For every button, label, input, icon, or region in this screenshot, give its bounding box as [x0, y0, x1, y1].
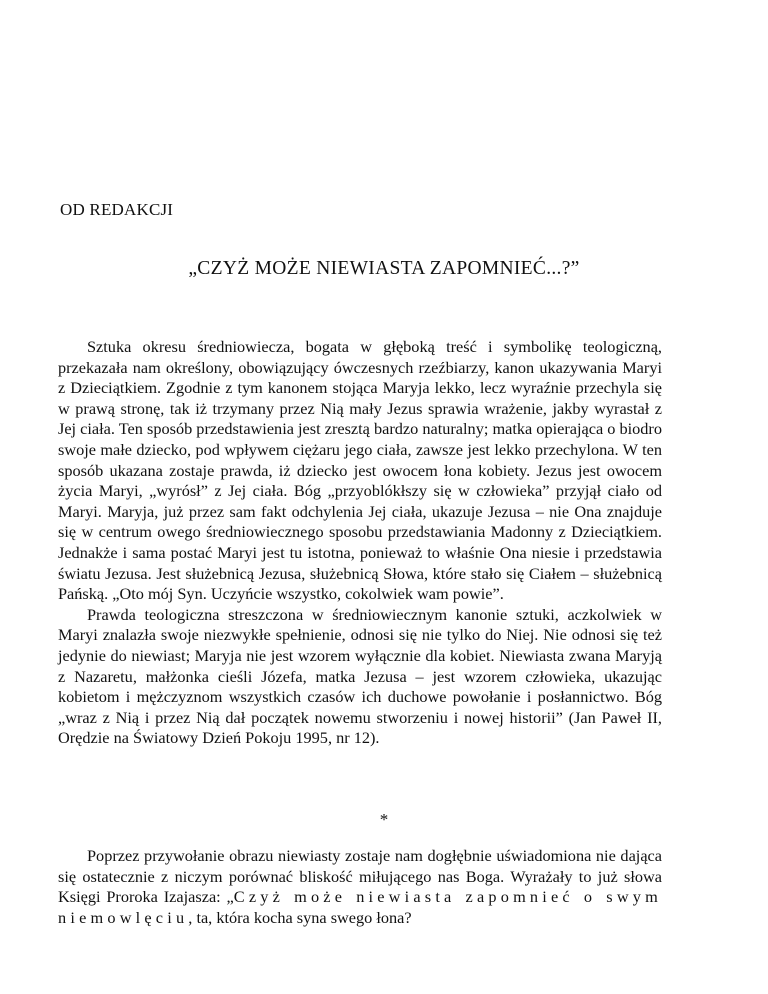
- article-title: „CZYŻ MOŻE NIEWIASTA ZAPOMNIEĆ...?”: [188, 258, 580, 279]
- paragraph: Sztuka okresu średniowiecza, bogata w głęboką treść i symbolikę teologiczną, przekazała nam określony, obowiązujący ówczesnych rzeźbiarzy, kanon ukazywania Maryi z Dzieciątkiem. Zgodnie z tym kanonem stojąca Maryja lekko, lecz wyraźnie przechyla się w prawą stronę, tak iż trzymany przez Nią mały Jezus sprawia wrażenie, jakby wyrastał z Jej ciała. Ten sposób przedstawienia jest zresztą bardzo naturalny; matka opierająca o biodro swoje małe dziecko, pod wpływem ciężaru jego ciała, zawsze jest lekko przechylona. W ten sposób ukazana zostaje prawda, iż dziecko jest owocem łona kobiety. Jezus jest owocem życia Maryi, „wyrósł” z Jej ciała. Bóg „przyoblókłszy się w człowieka” przyjął ciało od Maryi. Maryja, już przez sam fakt odchylenia Jej ciała, ukazuje Jezusa – nie Ona znajduje się w centrum owego średniowiecznego sposobu przedstawiania Madonny z Dzieciątkiem. Jednakże i sama postać Maryi jest tu istotna, ponieważ to właśnie Ona niesie i przedstawia światu Jezusa. Jest służebnicą Jezusa, służebnicą Słowa, które stało się Ciałem – służebnicą Pańską. „Oto mój Syn. Uczyńcie wszystko, cokolwiek wam powie”.: [58, 337, 662, 604]
- paragraph-lead: Poprzez przywołanie obrazu niewiasty zostaje nam dogłębnie uświadomiona nie dająca się ostatecznie z niczym porównać bliskość miłującego nas Boga. Wyrażały to już słowa Księgi Proroka Izajasza: „: [58, 846, 662, 907]
- article-body-continued: [58, 846, 662, 928]
- article-body: [58, 337, 662, 749]
- paragraph: Prawda teologiczna streszczona w średniowiecznym kanonie sztuki, aczkolwiek w Maryi znalazła swoje niezwykłe spełnienie, odnosi się nie tylko do Niej. Nie odnosi się też jedynie do niewiast; Maryja nie jest wzorem wyłącznie dla kobiet. Niewiasta zwana Maryją z Nazaretu, małżonka cieśli Józefa, matka Jezusa – jest wzorem człowieka, ukazując kobietom i mężczyznom wszystkich czasów ich duchowe powołanie i posłannictwo. Bóg „wraz z Nią i przez Nią dał początek nowemu stworzeniu i nowej historii” (Jan Paweł II, Orędzie na Światowy Dzień Pokoju 1995, nr 12).: [58, 604, 662, 748]
- section-label: OD REDAKCJI: [60, 200, 174, 219]
- section-separator: *: [379, 810, 389, 829]
- paragraph-tail: , ta, która kocha syna swego łona?: [188, 907, 412, 927]
- paragraph: [58, 846, 662, 928]
- spaced-quote: Czyż może niewiasta zapomnieć o swym niemowlęciu: [58, 887, 662, 927]
